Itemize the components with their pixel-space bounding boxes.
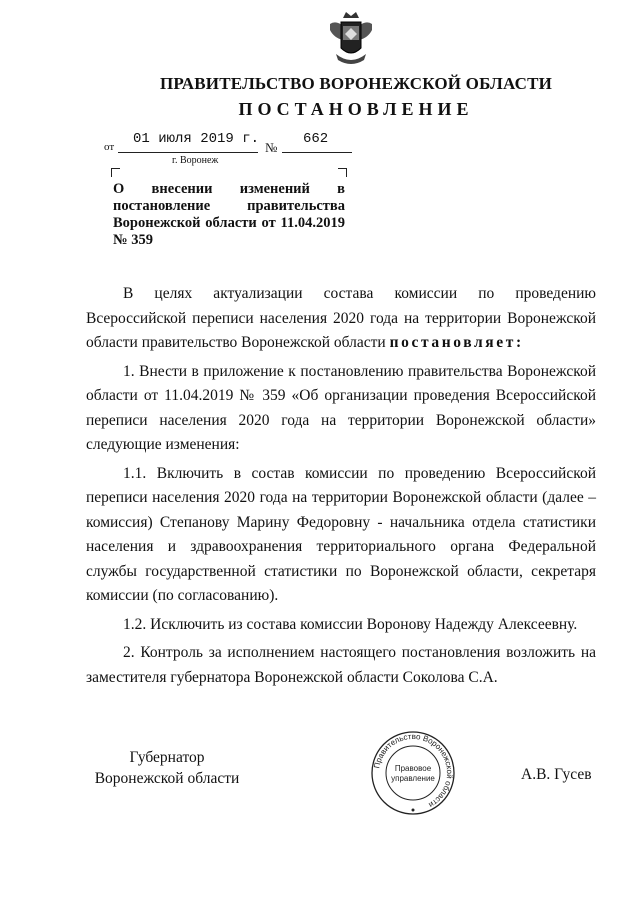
signatory-position xyxy=(92,747,242,789)
item-1: 1. Внести в приложение к постановлению правительства Воронежской области от 11.04.2019 № 359 «Об организации проведения Всероссийской переписи населения 2020 года на территории Воронежской области» следующие изменения: xyxy=(86,362,596,453)
signatory-position-line2: Воронежской области xyxy=(94,770,240,787)
item-2: 2. Контроль за исполнением настоящего постановления возложить на заместителя губернатора Воронежской области Соколова С.А. xyxy=(86,644,596,686)
date-underline xyxy=(118,152,258,153)
stamp-inner-line1: Правовое xyxy=(394,764,432,773)
preamble-keyword: постановляет: xyxy=(389,334,524,351)
signatory-position-line1: Губернатор xyxy=(129,749,205,766)
preamble-paragraph xyxy=(86,282,596,356)
stamp-inner-line2: управление xyxy=(391,774,435,783)
coat-of-arms-icon xyxy=(326,10,376,68)
number-value: 662 xyxy=(303,131,329,147)
item-1-1: 1.1. Включить в состав комиссии по проведению Всероссийской переписи населения 2020 года на территории Воронежской области (далее – комиссия) Степанову Марину Федоровну - начальника отдела статистики населения и здравоохранения территориального органа Федеральной службы государственной статистики по Воронежской области, секретаря комиссии (по согласованию). xyxy=(86,464,596,604)
date-prefix: от xyxy=(104,141,115,153)
preamble-text: В целях актуализации состава комиссии по проведению Всероссийской переписи населения 2020 года на территории Воронежской области правительство Воронежской области xyxy=(86,285,596,351)
organization-title: ПРАВИТЕЛЬСТВО ВОРОНЕЖСКОЙ ОБЛАСТИ xyxy=(159,74,553,93)
number-underline xyxy=(282,152,352,153)
document-subject: О внесении изменений в постановление правительства Воронежской области от 11.04.2019 № 359 xyxy=(113,181,345,248)
document-type: ПОСТАНОВЛЕНИЕ xyxy=(238,99,474,119)
stamp-outer-text: Правительство Воронежской области xyxy=(372,731,455,810)
item-1-2: 1.2. Исключить из состава комиссии Воронову Надежду Алексеевну. xyxy=(123,615,578,633)
approval-stamp xyxy=(370,730,456,816)
number-prefix: № xyxy=(265,140,278,155)
document-body xyxy=(86,282,596,694)
place: г. Воронеж xyxy=(172,155,219,166)
subject-corner-left xyxy=(111,168,120,177)
date-value: 01 июля 2019 г. xyxy=(133,131,260,147)
signatory-name: А.В. Гусев xyxy=(521,766,592,783)
subject-corner-right xyxy=(338,168,347,177)
